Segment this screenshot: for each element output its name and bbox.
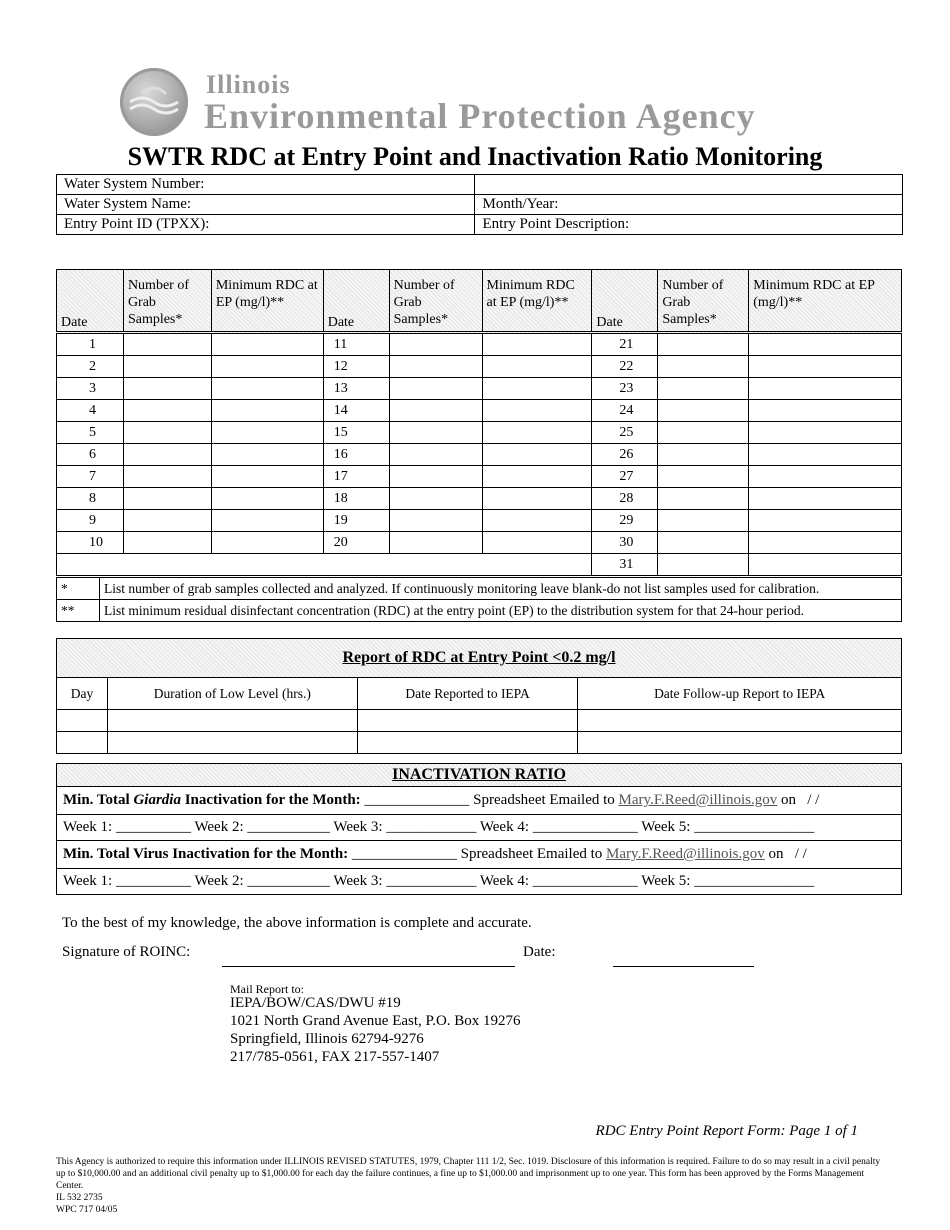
min-rdc-cell[interactable] [482,400,592,422]
min-rdc-cell[interactable] [211,444,323,466]
certification-statement: To the best of my knowledge, the above information is complete and accurate. [62,915,532,931]
inactivation-ratio-table [56,763,902,895]
week-2-field[interactable]: Week 2: ___________ [194,819,330,835]
footnote-text: List minimum residual disinfectant concentration (RDC) at the entry point (EP) to the distribution system for that 24-hour period. [100,600,902,622]
min-rdc-cell[interactable] [482,532,592,554]
mail-line-2: 1021 North Grand Avenue East, P.O. Box 19276 [230,1013,521,1029]
grab-samples-cell[interactable] [658,356,749,378]
month-year-label: Month/Year: [482,196,559,212]
entry-point-description-label: Entry Point Description: [482,216,630,232]
min-rdc-cell[interactable] [482,466,592,488]
grab-samples-cell[interactable] [123,444,211,466]
date-cell: 26 [592,444,658,466]
water-system-number-label: Water System Number: [64,176,205,192]
date-cell: 8 [57,488,124,510]
column-header-grab-samples: Number of Grab Samples* [123,270,211,333]
date-reported-cell[interactable] [357,710,578,732]
signature-label: Signature of ROINC: [62,944,191,960]
date-cell: 15 [323,422,389,444]
grab-samples-cell[interactable] [123,400,211,422]
table-row [57,532,902,554]
virus-label: Min. Total Virus Inactivation for the Month: [63,846,349,862]
date-cell: 2 [57,356,124,378]
grab-samples-cell[interactable] [658,466,749,488]
date-input[interactable]: / / [794,846,807,862]
grab-samples-cell[interactable] [123,510,211,532]
min-rdc-cell[interactable] [482,488,592,510]
table-row [57,466,902,488]
date-cell: 14 [323,400,389,422]
footnotes-table [56,577,902,622]
min-rdc-cell[interactable] [211,488,323,510]
virus-input[interactable]: ______________ [351,846,457,862]
giardia-input[interactable]: ______________ [364,792,470,808]
grab-samples-cell[interactable] [389,400,482,422]
inactivation-title: INACTIVATION RATIO [57,764,902,787]
page-title: SWTR RDC at Entry Point and Inactivation Ratio Monitoring [127,142,823,171]
day-cell[interactable] [57,710,108,732]
mail-line-3: Springfield, Illinois 62794-9276 [230,1031,424,1047]
date-cell: 29 [592,510,658,532]
min-rdc-cell[interactable] [482,356,592,378]
system-info-table [56,174,903,235]
date-followup-cell[interactable] [578,732,902,754]
min-rdc-cell[interactable] [749,422,902,444]
min-rdc-cell[interactable] [749,444,902,466]
date-cell: 13 [323,378,389,400]
table-row [57,422,902,444]
grab-samples-cell[interactable] [389,333,482,356]
column-header-date: Date [57,270,124,333]
date-cell: 3 [57,378,124,400]
column-header-min-rdc: Minimum RDC at EP (mg/l)** [211,270,323,333]
iepa-logo-icon [120,68,188,136]
grab-samples-cell[interactable] [658,400,749,422]
table-row [57,444,902,466]
table-row [57,488,902,510]
min-rdc-cell[interactable] [211,510,323,532]
footnote-row [57,600,902,622]
footnote-row [57,578,902,600]
week-1-field[interactable]: Week 1: __________ [63,819,191,835]
date-cell: 25 [592,422,658,444]
min-rdc-cell[interactable] [482,333,592,356]
grab-samples-cell[interactable] [389,466,482,488]
date-input[interactable]: / / [807,792,820,808]
date-cell: 20 [323,532,389,554]
entry-point-id-label: Entry Point ID (TPXX): [64,216,210,232]
date-cell: 28 [592,488,658,510]
mail-heading: Mail Report to: [230,982,304,996]
week-2-field[interactable]: Week 2: ___________ [194,873,330,889]
column-header-date: Date [323,270,389,333]
column-header-min-rdc: Minimum RDC at EP (mg/l)** [482,270,592,333]
date-cell: 18 [323,488,389,510]
grab-samples-cell[interactable] [658,422,749,444]
giardia-row [57,787,902,815]
week-4-field[interactable]: Week 4: ______________ [479,873,638,889]
form-code-1: IL 532 2735 [56,1193,103,1203]
date-cell: 16 [323,444,389,466]
table-row [57,710,902,732]
rdc-report-title: Report of RDC at Entry Point <0.2 mg/l [57,639,902,678]
week-3-field[interactable]: Week 3: ____________ [333,873,477,889]
date-line[interactable] [613,966,754,967]
date-cell: 27 [592,466,658,488]
virus-weeks-row [57,869,902,895]
column-header-duration: Duration of Low Level (hrs.) [107,678,357,710]
week-1-field[interactable]: Week 1: __________ [63,873,191,889]
giardia-weeks-row [57,815,902,841]
month-year-field[interactable] [475,195,903,215]
grab-samples-cell[interactable] [389,444,482,466]
signature-line[interactable] [222,966,515,967]
min-rdc-cell[interactable] [211,466,323,488]
min-rdc-cell[interactable] [211,333,323,356]
legal-notice: This Agency is authorized to require this information under ILLINOIS REVISED STATUTES, 1979, Chapter 111 1/2, Sec. 1019. Disclosure of this information is required. Failure to do so may result in a civil penalty up to $10,000.00 and an additional civil penalty up to $1,000.00 for each day the failure continues, a fine up to $1,000.00 and imprisonment up to one year. This form has been approved by the Forms Management Center. [56,1157,881,1191]
grab-samples-cell[interactable] [123,378,211,400]
column-header-min-rdc: Minimum RDC at EP (mg/l)** [749,270,902,333]
date-cell: 9 [57,510,124,532]
date-cell: 6 [57,444,124,466]
agency-state: Illinois [206,70,291,99]
day-cell[interactable] [57,732,108,754]
grab-samples-cell[interactable] [123,356,211,378]
date-cell: 21 [592,333,658,356]
spreadsheet-text: Spreadsheet Emailed to [460,846,603,862]
email-link[interactable]: Mary.F.Reed@illinois.gov [618,792,778,808]
column-header-grab-samples: Number of Grab Samples* [658,270,749,333]
grab-samples-cell[interactable] [123,422,211,444]
virus-row [57,841,902,869]
water-system-number-field[interactable] [57,175,475,195]
giardia-label: Min. Total Giardia Inactivation for the Month: [63,792,361,808]
date-cell: 12 [323,356,389,378]
week-3-field[interactable]: Week 3: ____________ [333,819,477,835]
grab-samples-cell[interactable] [389,422,482,444]
duration-cell[interactable] [107,710,357,732]
water-system-name-label: Water System Name: [64,196,192,212]
min-rdc-cell[interactable] [749,466,902,488]
table-row [57,333,902,356]
rdc-report-table [56,638,902,754]
min-rdc-cell[interactable] [749,378,902,400]
min-rdc-cell[interactable] [749,488,902,510]
daily-monitoring-table [56,269,902,576]
column-header-date-reported: Date Reported to IEPA [357,678,578,710]
min-rdc-cell[interactable] [749,333,902,356]
min-rdc-cell[interactable] [211,356,323,378]
grab-samples-cell[interactable] [658,488,749,510]
blank-field[interactable] [475,175,903,195]
date-reported-cell[interactable] [357,732,578,754]
grab-samples-cell[interactable] [123,532,211,554]
page-number-label: RDC Entry Point Report Form: Page 1 of 1 [595,1123,858,1139]
date-cell: 19 [323,510,389,532]
min-rdc-cell[interactable] [749,554,902,576]
min-rdc-cell[interactable] [749,532,902,554]
date-cell: 30 [592,532,658,554]
spreadsheet-text: Spreadsheet Emailed to [473,792,615,808]
grab-samples-cell[interactable] [389,532,482,554]
grab-samples-cell[interactable] [389,356,482,378]
min-rdc-cell[interactable] [749,400,902,422]
grab-samples-cell[interactable] [658,532,749,554]
date-cell: 17 [323,466,389,488]
grab-samples-cell[interactable] [389,488,482,510]
entry-point-id-field[interactable] [57,215,475,235]
date-cell: 7 [57,466,124,488]
date-cell: 4 [57,400,124,422]
date-cell: 22 [592,356,658,378]
table-row [57,554,902,576]
form-code-2: WPC 717 04/05 [56,1205,118,1215]
table-row [57,510,902,532]
week-4-field[interactable]: Week 4: ______________ [479,819,638,835]
column-header-grab-samples: Number of Grab Samples* [389,270,482,333]
grab-samples-cell[interactable] [389,378,482,400]
footnote-mark: ** [57,600,100,622]
table-row [57,378,902,400]
min-rdc-cell[interactable] [482,510,592,532]
footnote-text: List number of grab samples collected and analyzed. If continuously monitoring leave blank-do not list samples used for calibration. [100,578,902,600]
min-rdc-cell[interactable] [211,400,323,422]
date-followup-cell[interactable] [578,710,902,732]
min-rdc-cell[interactable] [211,532,323,554]
min-rdc-cell[interactable] [482,444,592,466]
duration-cell[interactable] [107,732,357,754]
mail-line-4: 217/785-0561, FAX 217-557-1407 [230,1049,440,1065]
grab-samples-cell[interactable] [658,554,749,576]
date-cell: 24 [592,400,658,422]
date-cell: 23 [592,378,658,400]
table-row [57,400,902,422]
grab-samples-cell[interactable] [123,333,211,356]
entry-point-description-field[interactable] [475,215,903,235]
grab-samples-cell[interactable] [389,510,482,532]
min-rdc-cell[interactable] [749,356,902,378]
grab-samples-cell[interactable] [123,466,211,488]
table-row [57,356,902,378]
grab-samples-cell[interactable] [658,444,749,466]
blank-cell [57,554,592,576]
on-text: on [768,846,784,862]
grab-samples-cell[interactable] [658,333,749,356]
min-rdc-cell[interactable] [749,510,902,532]
grab-samples-cell[interactable] [658,378,749,400]
on-text: on [781,792,797,808]
column-header-date: Date [592,270,658,333]
date-cell: 10 [57,532,124,554]
week-5-field[interactable]: Week 5: ________________ [641,873,815,889]
min-rdc-cell[interactable] [482,378,592,400]
date-cell: 11 [323,333,389,356]
mail-line-1: IEPA/BOW/CAS/DWU #19 [230,995,401,1011]
date-cell: 5 [57,422,124,444]
date-cell: 31 [592,554,658,576]
min-rdc-cell[interactable] [211,378,323,400]
water-system-name-field[interactable] [57,195,475,215]
agency-name: Environmental Protection Agency [204,96,756,136]
column-header-date-followup: Date Follow-up Report to IEPA [578,678,902,710]
week-5-field[interactable]: Week 5: ________________ [641,819,815,835]
grab-samples-cell[interactable] [123,488,211,510]
footnote-mark: * [57,578,100,600]
email-link[interactable]: Mary.F.Reed@illinois.gov [606,846,765,862]
min-rdc-cell[interactable] [211,422,323,444]
table-row [57,732,902,754]
column-header-day: Day [57,678,108,710]
date-label: Date: [523,944,556,960]
min-rdc-cell[interactable] [482,422,592,444]
grab-samples-cell[interactable] [658,510,749,532]
date-cell: 1 [57,333,124,356]
